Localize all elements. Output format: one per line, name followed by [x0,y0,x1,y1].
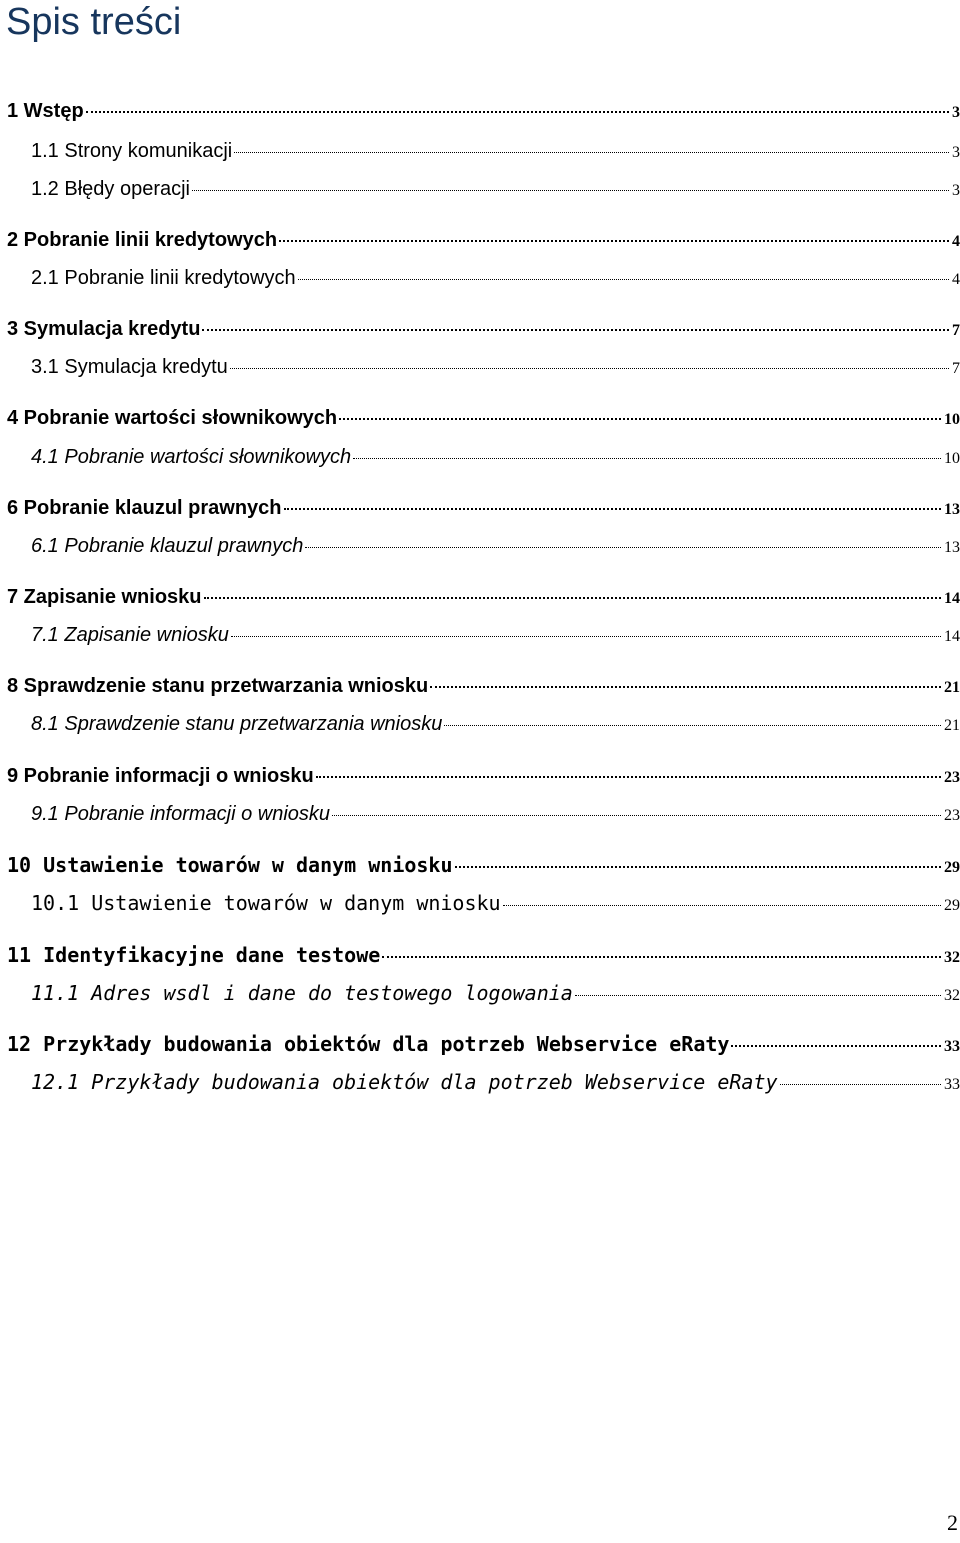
dot-leader [332,815,941,816]
toc-entry-page: 32 [944,987,960,1004]
toc-entry-12[interactable] [7,1029,960,1059]
toc-entry-12-1[interactable] [31,1067,960,1097]
toc-entry-title: 3.1 Symulacja kredytu [31,356,228,378]
dot-leader [192,190,949,191]
toc-entry-8[interactable] [7,671,960,701]
toc-entry-2-1[interactable] [31,263,960,293]
dot-leader [339,418,941,420]
toc-entry-page: 21 [944,679,960,696]
toc-entry-title: 11 Identyfikacyjne dane testowe [7,943,381,967]
dot-leader [316,776,941,778]
toc-entry-page: 13 [944,501,960,518]
toc-entry-title: 8 Sprawdzenie stanu przetwarzania wniosku [7,675,429,697]
toc-entry-2[interactable] [7,225,960,255]
toc-entry-title: 2 Pobranie linii kredytowych [7,229,278,251]
dot-leader [731,1045,941,1047]
dot-leader [234,152,949,153]
toc-entry-title: 8.1 Sprawdzenie stanu przetwarzania wniosku [31,713,443,735]
toc-entry-page: 33 [944,1076,960,1093]
toc-entry-page: 3 [952,104,960,121]
dot-leader [430,686,941,688]
toc-entry-title: 2.1 Pobranie linii kredytowych [31,267,296,289]
toc-entry-11[interactable] [7,940,960,970]
toc-entry-page: 10 [944,450,960,467]
dot-leader [86,111,949,113]
dot-leader [279,240,949,242]
toc-entry-page: 33 [944,1038,960,1055]
dot-leader [503,905,941,906]
toc-entry-7[interactable] [7,582,960,612]
toc-entry-4-1[interactable] [31,442,960,472]
toc-entry-7-1[interactable] [31,620,960,650]
toc-entry-title: 6.1 Pobranie klauzul prawnych [31,535,304,557]
toc-entry-10[interactable] [7,850,960,880]
dot-leader [444,725,941,726]
page-number: 2 [947,1510,958,1535]
toc-entry-8-1[interactable] [31,709,960,739]
dot-leader [298,279,949,280]
toc-entry-1[interactable] [7,96,960,126]
toc-entry-10-1[interactable] [31,888,960,918]
dot-leader [202,329,949,331]
dot-leader [353,458,941,459]
dot-leader [575,995,941,996]
toc-entry-page: 4 [952,233,960,250]
toc-entry-3[interactable] [7,314,960,344]
toc-entry-title: 4 Pobranie wartości słownikowych [7,407,338,429]
toc-entry-page: 23 [944,807,960,824]
toc-entry-page: 23 [944,769,960,786]
dot-leader [455,866,941,868]
toc-entry-page: 7 [952,360,960,377]
toc-heading: Spis treści [6,1,182,43]
toc-entry-title: 1 Wstęp [7,100,84,122]
toc-entry-title: 1.1 Strony komunikacji [31,140,233,162]
toc-entry-page: 3 [952,144,960,161]
toc-entry-page: 29 [944,897,960,914]
toc-entry-title: 12.1 Przykłady budowania obiektów dla potrzeb Webservice eRaty [31,1070,778,1094]
toc-entry-9-1[interactable] [31,799,960,829]
toc-entry-title: 12 Przykłady budowania obiektów dla potrzeb Webservice eRaty [7,1032,730,1056]
toc-entry-4[interactable] [7,403,960,433]
toc-entry-page: 14 [944,590,960,607]
toc-entry-page: 4 [952,271,960,288]
toc-entry-title: 4.1 Pobranie wartości słownikowych [31,446,352,468]
toc-entry-page: 10 [944,411,960,428]
dot-leader [230,368,949,369]
dot-leader [284,508,941,510]
dot-leader [204,597,941,599]
toc-entry-title: 6 Pobranie klauzul prawnych [7,497,282,519]
dot-leader [231,636,941,637]
toc-entry-1-2[interactable] [31,174,960,204]
toc-entry-page: 21 [944,717,960,734]
toc-entry-title: 10 Ustawienie towarów w danym wniosku [7,853,453,877]
toc-entry-page: 29 [944,859,960,876]
toc-entry-title: 9.1 Pobranie informacji o wniosku [31,803,331,825]
toc-entry-6-1[interactable] [31,531,960,561]
toc-entry-title: 9 Pobranie informacji o wniosku [7,765,314,787]
toc-entry-title: 10.1 Ustawienie towarów w danym wniosku [31,891,501,915]
toc-entry-title: 11.1 Adres wsdl i dane do testowego logowania [31,981,573,1005]
toc-entry-1-1[interactable] [31,136,960,166]
toc-entry-title: 3 Symulacja kredytu [7,318,201,340]
toc-entry-3-1[interactable] [31,352,960,382]
toc-entry-title: 7.1 Zapisanie wniosku [31,624,229,646]
toc-entry-title: 1.2 Błędy operacji [31,178,190,200]
dot-leader [382,956,941,958]
toc-entry-11-1[interactable] [31,978,960,1008]
toc-entry-page: 3 [952,182,960,199]
dot-leader [305,547,941,548]
toc-entry-title: 7 Zapisanie wniosku [7,586,202,608]
toc-entry-page: 13 [944,539,960,556]
toc-entry-page: 14 [944,628,960,645]
toc-entry-6[interactable] [7,493,960,523]
toc-entry-9[interactable] [7,761,960,791]
toc-entry-page: 7 [952,322,960,339]
dot-leader [780,1084,941,1085]
toc-entry-page: 32 [944,949,960,966]
